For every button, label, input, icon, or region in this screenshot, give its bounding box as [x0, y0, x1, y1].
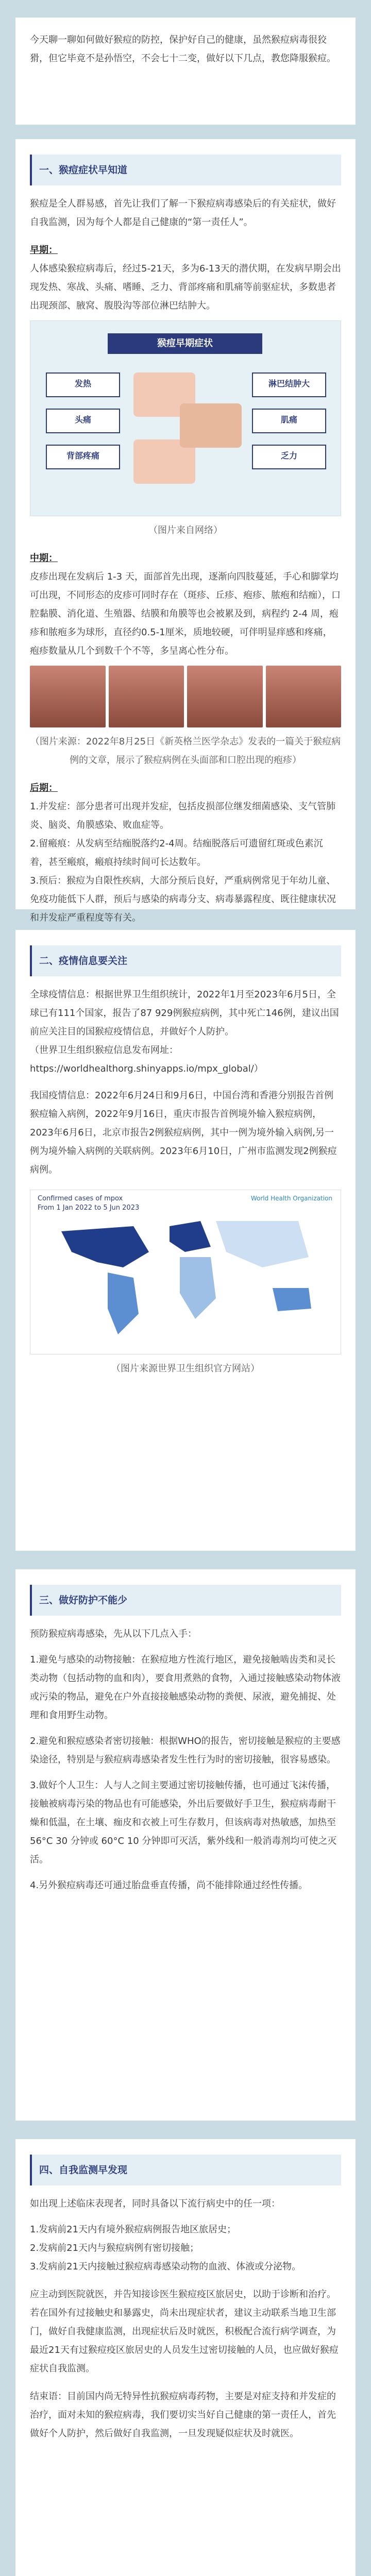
- middle-stage-text: 皮疹出现在发病后 1-3 天，面部首先出现，逐渐向四肢蔓延，手心和脚掌均可出现，不同形态的皮疹可同时存在（斑疹、丘疹、疱疹、脓疱和结痂），口腔黏膜、消化道、生殖器、结膜和角膜等也会被累及到，病程约 2-4 周，疱疹和脓疱多为球形，直径约0.5-1厘米，质地较硬，可伴明显痒感和疼痛，疱疹数量从几个到数千个不等，多呈离心性分布。: [30, 571, 341, 656]
- rash-photo: [187, 666, 263, 727]
- protection-item: 4.另外猴痘病毒还可通过胎盘垂直传播，尚不能排除通过经性传播。: [30, 1880, 308, 1891]
- diagram-label: 头痛: [46, 409, 120, 433]
- rash-photo: [266, 666, 342, 727]
- monitoring-advice: 应主动到医院就医，并告知接诊医生猴痘疫区旅居史，以助于诊断和治疗。若在国外有过接触史和暴露史，尚未出现症状者，建议主动联系当地卫生部门，做好自我健康监测，出现症状后及时就医，积极配合流行病学调查，为最近21天有过猴痘疫区旅居史的人员发生过密切接触的人员，也应做好猴痘症状自我监测。: [30, 2289, 339, 2374]
- world-map-svg: [30, 1190, 342, 1355]
- section-heading-monitoring: 四、自我监测早发现: [30, 2155, 341, 2185]
- map-region: [61, 1226, 149, 1267]
- map-region: [180, 1257, 216, 1319]
- late-stage-title: 后期：: [30, 783, 58, 793]
- early-symptoms-diagram: [30, 320, 341, 516]
- diagram-label: 背部疼痛: [46, 445, 120, 469]
- symptoms-intro: 猴痘是全人群易感，首先让我们了解一下猴痘病毒感染后的有关症状，做好自我监测，因为每个人都是自己健康的“第一责任人”。: [30, 198, 336, 228]
- monitoring-item: 1.发病前21天内有境外猴痘病例报告地区旅居史；: [30, 2224, 237, 2235]
- section-monitoring: [15, 2139, 356, 2576]
- who-logo: World Health Organization: [250, 1195, 332, 1202]
- monitoring-intro: 如出现上述临床表现者，同时具备以下流行病史中的任一项：: [30, 2198, 280, 2209]
- diagram-caption: （图片来自网络）: [148, 525, 223, 536]
- late-item: 1.并发症：部分患者可出现并发症，包括皮损部位继发细菌感染、支气管肺炎、脑炎、角膜感染、败血症等。: [30, 801, 336, 831]
- section-heading-symptoms: 一、猴痘症状早知道: [30, 155, 341, 185]
- intro-text: 今天聊一聊如何做好猴痘的防控，保护好自己的健康，虽然猴痘病毒很狡猾，但它毕竟不是孙悟空，不会七十二变，做好以下几点，教您降服猴痘。: [30, 35, 336, 64]
- late-item: 3.预后：猴痘为自限性疾病，大部分预后良好，严重病例常见于年幼儿童、免疫功能低下人群，预后与感染的病毒分支、病毒暴露程度、既往健康状况和并发症严重程度等有关。: [30, 875, 336, 923]
- world-map: [30, 1190, 341, 1354]
- photo-caption: （图片来源：2022年8月25日《新英格兰医学杂志》发表的一篇关于猴痘病例的文章，展示了猴痘病例在头面部和口腔出现的疱疹）: [30, 736, 341, 766]
- map-caption: （图片来源世界卫生组织官方网站）: [111, 1363, 260, 1374]
- map-region: [273, 1288, 311, 1311]
- protection-item: 1.避免与感染的动物接触：在猴痘地方性流行地区，避免接触啮齿类和灵长类动物（包括动物的血和肉），要食用煮熟的食物，入通过接触感染动物体液或污染的物品，避免在户外直接接触感染动物的粪便、尿液，避免捕捉、处理和食用野生动物。: [30, 1654, 341, 1721]
- section-epidemic: [15, 930, 356, 1551]
- late-item: 2.留瘢痕：从发病至结痂脱落约2-4周。结痂脱落后可遗留红斑或色素沉着，甚至瘢痕，瘢痕持续时间可长达数年。: [30, 838, 323, 868]
- early-stage-text: 人体感染猴痘病毒后，经过5-21天，多为6-13天的潜伏期，在发病早期会出现发热、寒战、头痛、嗜睡、乏力、背部疼痛和肌痛等前驱症状，多数患者出现颈部、腋窝、腹股沟等部位淋巴结肿大。: [30, 263, 341, 311]
- global-info: 全球疫情信息：根据世界卫生组织统计，2022年1月至2023年6月5日，全球已有111个国家，报告了87 929例猴痘病例，其中死亡146例，建议出国前应关注目的国猴痘疫情信息，并做好个人防护。: [30, 989, 339, 1037]
- rash-photo: [30, 666, 106, 727]
- who-link[interactable]: https://worldhealthorg.shinyapps.io/mpx_global/）: [30, 1063, 263, 1074]
- map-subtitle: From 1 Jan 2022 to 5 Jun 2023: [38, 1204, 140, 1212]
- section-heading-epidemic: 二、疫情信息要关注: [30, 945, 341, 976]
- map-region: [216, 1221, 309, 1267]
- early-stage-title: 早期：: [30, 245, 58, 256]
- map-title-text: Confirmed cases of mpox: [38, 1195, 123, 1202]
- intro-card: [15, 18, 356, 125]
- map-title: [38, 1194, 139, 1213]
- section-symptoms: [15, 139, 356, 923]
- rash-photos: [30, 666, 341, 727]
- diagram-title: 猴痘早期症状: [108, 333, 262, 354]
- diagram-label: 淋巴结肿大: [252, 372, 326, 397]
- middle-stage-title: 中期：: [30, 553, 58, 564]
- conclusion: 结束语：目前国内尚无特异性抗猴痘病毒药物，主要是对症支持和并发症的治疗，面对未知的猴痘病毒，我们要切实当好自己健康的第一责任人，首先做好个人防护，然后做好自我监测，一旦发现疑似症状及时就医。: [30, 2391, 336, 2439]
- section-protection: [15, 1569, 356, 2121]
- diagram-label: 肌痛: [252, 409, 326, 433]
- protection-item: 3.做好个人卫生：人与人之间主要通过密切接触传播，也可通过飞沫传播，接触被病毒污染的物品也有可能感染，外出后要做好手卫生，猴痘病毒耐干燥和低温，在土壤、痂皮和衣被上可生存数月，但该病毒对热敏感，加热至 56°C 30 分钟或 60°C 10 分钟即可灭活，紫外线和一般消毒剂均可使之灭活。: [30, 1780, 337, 1865]
- link-label: （世界卫生组织猴痘信息发布网址：: [30, 1045, 178, 1056]
- monitoring-item: 2.发病前21天内与猴痘病例有密切接触；: [30, 2243, 199, 2253]
- protection-intro: 预防猴痘病毒感染，先从以下几点入手：: [30, 1629, 197, 1639]
- map-region: [108, 1273, 139, 1334]
- diagram-label: 乏力: [252, 445, 326, 469]
- map-region: [170, 1221, 211, 1252]
- diagram-label: 发热: [46, 372, 120, 397]
- china-info: 我国疫情信息：2022年6月24日和9月6日，中国台湾和香港分别报告首例猴痘输入病例，2022年9月16日，重庆市报告首例境外输入猴痘病例，2023年6月6日，北京市报告2例猴痘病例，其中一例为境外输入病例,另一例为境外输入病例的关联病例。2023年6月10日，广州市监测发现2例猴痘病例。: [30, 1090, 337, 1175]
- protection-item: 2.避免和猴痘感染者密切接触：根据WHO的报告，密切接触是猴痘的主要感染途径，特别是与猴痘病毒感染者发生性行为时的密切接触，很容易感染。: [30, 1736, 341, 1765]
- rash-photo: [109, 666, 184, 727]
- section-heading-protection: 三、做好防护不能少: [30, 1585, 341, 1616]
- illustration-image: [180, 403, 242, 448]
- monitoring-item: 3.发病前21天内接触过猴痘病毒感染动物的血液、体液或分泌物。: [30, 2261, 301, 2272]
